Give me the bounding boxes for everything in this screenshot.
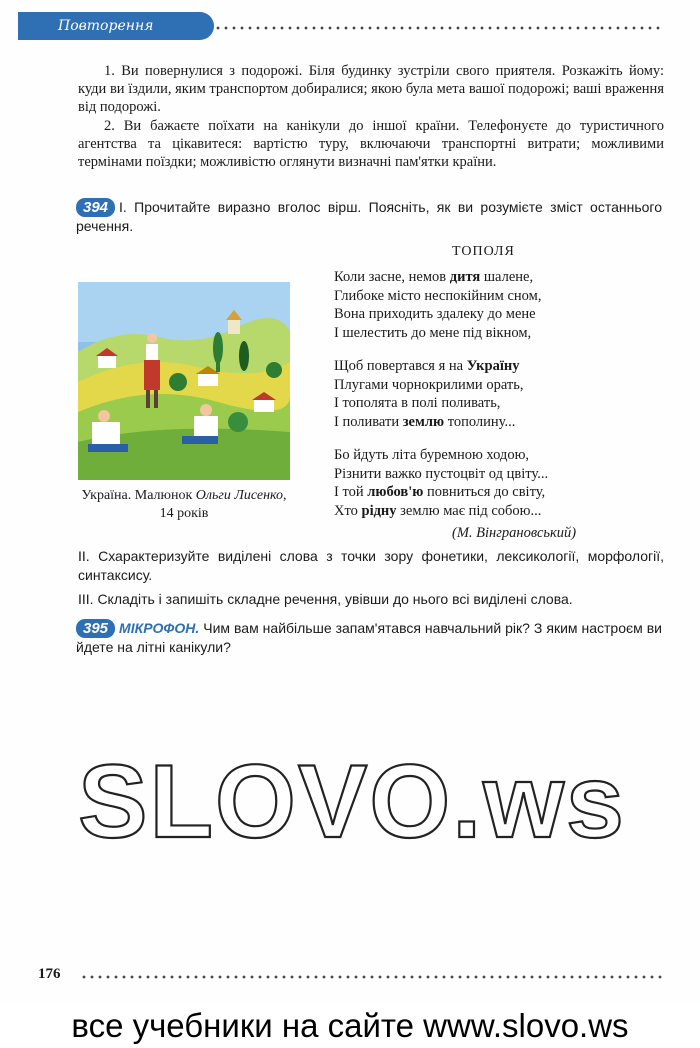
poem-author: (М. Вінграновський) [452,525,577,541]
svg-text:SLOVO.ws: SLOVO.ws [78,745,626,855]
task-1-text: I. Прочитайте виразно вголос вірш. Поясніть, як ви розумієте зміст останнього речення. [76,199,662,234]
poem-line: Щоб повертався я на Україну [334,358,520,374]
footer-divider [80,975,665,979]
poem-line: І тополята в полі поливать, [334,395,501,412]
exercise-number-badge: 395 [76,619,115,638]
poem-stanza-2 [334,357,664,431]
microphone-label: МІКРОФОН. [119,620,200,636]
exercise-394-task-3: III. Складіть і запишіть складне речення, увівши до нього всі виділені слова. [78,591,573,607]
poem-line: Коли засне, немов дитя шалене, [334,269,534,285]
poem-line: Бо йдуть літа буремною ходою, [334,447,530,463]
illustration-caption: Україна. Малюнок Ольги Лисенко, 14 років [81,488,287,521]
poem-line: Плугами чорнокрилими орать, [334,376,524,393]
site-banner: все учебники на сайте www.slovo.ws [0,1004,700,1048]
intro-paragraph-1: 1. Ви повернулися з подорожі. Біля будинку зустріли свого приятеля. Розкажіть йому: куди ви їздили, яким транспортом добиралися; якою була мета вашої подорожі; ваші враження від подорожі. [78,63,664,116]
poem-line: Глибоке місто неспокійним сном, [334,287,542,304]
children-drawing-illustration [78,282,290,480]
exercise-number-badge: 394 [76,198,115,217]
page-number: 176 [38,966,61,982]
exercise-394-task-1 [76,198,662,236]
poem-line: Вона приходить здалеку до мене [334,306,536,323]
poem-line: Різнити важко пустоцвіт од цвіту... [334,465,549,482]
poem-title: ТОПОЛЯ [452,244,515,259]
slovo-watermark [72,745,632,855]
poem-stanza-3 [334,446,664,520]
section-header: Повторення [18,12,214,40]
header-divider [214,26,664,30]
poem-line: Хто рідну землю має під собою... [334,502,542,519]
exercise-395-text: Чим вам найбільше запам'ятався навчальний рік? З яким настроєм ви йдете на літні канікули? [76,620,662,655]
intro-paragraph-2: 2. Ви бажаєте поїхати на канікули до іншої країни. Телефонуєте до туристичного агентства та цікавитеся: вартістю туру, включаючи транспортні витрати; можливими термінами поїздки; можливістю оглянути визначні пам'ятки країни. [78,118,664,171]
poem-stanza-1 [334,268,664,342]
exercise-394-task-2: II. Схарактеризуйте виділені слова з точки зору фонетики, лексикології, морфології, синтаксису. [78,548,664,583]
poem-line: І поливати землю тополину... [334,413,516,430]
poem-line: І той любов'ю повниться до світу, [334,484,546,501]
poem-line: І шелестить до мене під вікном, [334,324,532,341]
exercise-395 [76,619,662,657]
